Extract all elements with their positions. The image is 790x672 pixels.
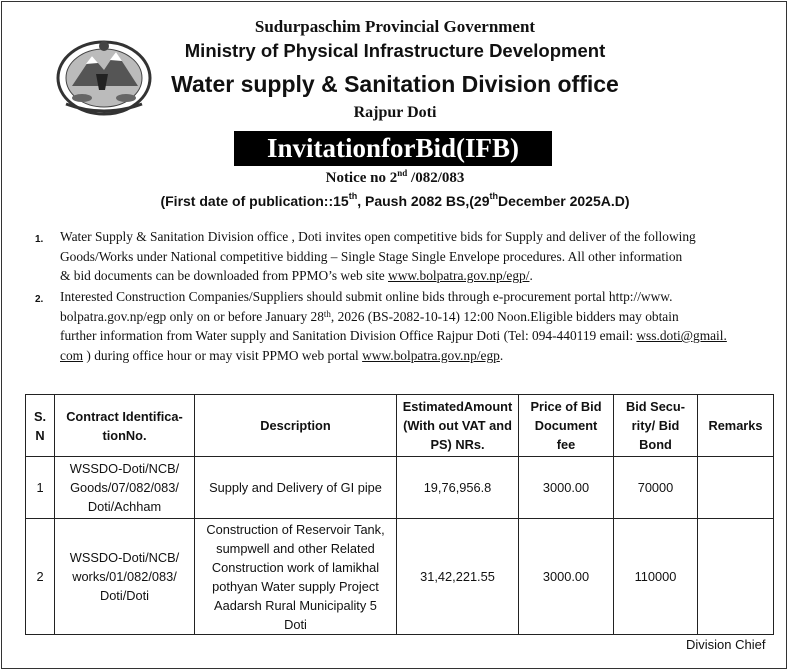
header-description: Description bbox=[195, 395, 397, 457]
row-remarks bbox=[698, 519, 774, 635]
row-bid-security: 70000 bbox=[614, 457, 698, 519]
table-header-row bbox=[26, 395, 774, 457]
paragraph-number-1: 1. bbox=[35, 234, 44, 245]
row-sn: 1 bbox=[26, 457, 55, 519]
paragraph-number-2: 2. bbox=[35, 294, 44, 305]
header-contract-id: Contract Identifica- tionNo. bbox=[55, 395, 195, 457]
table-row bbox=[26, 519, 774, 635]
row-document-fee: 3000.00 bbox=[519, 457, 614, 519]
email-link-cont[interactable]: com bbox=[60, 347, 84, 363]
page-title: InvitationforBid(IFB) bbox=[234, 131, 552, 166]
bid-table bbox=[25, 394, 774, 635]
header-bid-security: Bid Secu- rity/ Bid Bond bbox=[614, 395, 698, 457]
ppmo-link[interactable]: www.bolpatra.gov.np/egp/ bbox=[388, 268, 530, 284]
header-estimated-amount: EstimatedAmount (With out VAT and PS) NRs. bbox=[397, 395, 519, 457]
signature-division-chief: Division Chief bbox=[686, 637, 766, 652]
ppmo-portal-link[interactable]: www.bolpatra.gov.np/egp bbox=[362, 347, 500, 363]
office-location: Rajpur Doti bbox=[353, 104, 437, 121]
publication-date: (First date of publication::15th, Paush 2082 BS,(29thDecember 2025A.D) bbox=[160, 191, 630, 209]
header-document-fee: Price of Bid Document fee bbox=[519, 395, 614, 457]
row-contract-id: WSSDO-Doti/NCB/ Goods/07/082/083/ Doti/Achham bbox=[55, 457, 195, 519]
header-sn: S. N bbox=[26, 395, 55, 457]
header-remarks: Remarks bbox=[698, 395, 774, 457]
notice-number: Notice no 2nd /082/083 bbox=[325, 168, 465, 186]
paragraph-2: Interested Construction Companies/Suppliers should submit online bids through e-procurement portal http://www. bolpatra.gov.np/egp only on or before January 28th, 2026 (BS-2082-10-14) 12:00 Noon.Eligible bidders may obtain further information from Water supply and Sanitation Division Office Rajpur Doti (Tel: 094-440119 email: wss.doti@gmail. com ) during office hour or may visit PPMO web portal www.bolpatra.gov.np/egp. bbox=[60, 289, 727, 363]
government-name: Sudurpaschim Provincial Government bbox=[254, 17, 536, 36]
row-bid-security: 110000 bbox=[614, 519, 698, 635]
row-description: Supply and Delivery of GI pipe bbox=[195, 457, 397, 519]
table-row bbox=[26, 457, 774, 519]
ministry-name: Ministry of Physical Infrastructure Development bbox=[184, 40, 606, 61]
row-document-fee: 3000.00 bbox=[519, 519, 614, 635]
paragraph-1: Water Supply & Sanitation Division office , Doti invites open competitive bids for Supply and deliver of the following Goods/Works under National competitive bidding – Single Stage Single Envelope procedures. All other information & bid documents can be downloaded from PPMO’s web site www.bolpatra.gov.np/egp/. bbox=[60, 229, 696, 284]
email-link[interactable]: wss.doti@gmail. bbox=[636, 328, 727, 344]
row-remarks bbox=[698, 457, 774, 519]
row-estimated-amount: 31,42,221.55 bbox=[397, 519, 519, 635]
row-contract-id: WSSDO-Doti/NCB/ works/01/082/083/ Doti/Doti bbox=[55, 519, 195, 635]
office-name: Water supply & Sanitation Division office bbox=[171, 71, 619, 97]
row-description: Construction of Reservoir Tank, sumpwell and other Related Construction work of lamikhal pothyan Water supply Project Aadarsh Rural Municipality 5 Doti bbox=[195, 519, 397, 635]
row-estimated-amount: 19,76,956.8 bbox=[397, 457, 519, 519]
row-sn: 2 bbox=[26, 519, 55, 635]
